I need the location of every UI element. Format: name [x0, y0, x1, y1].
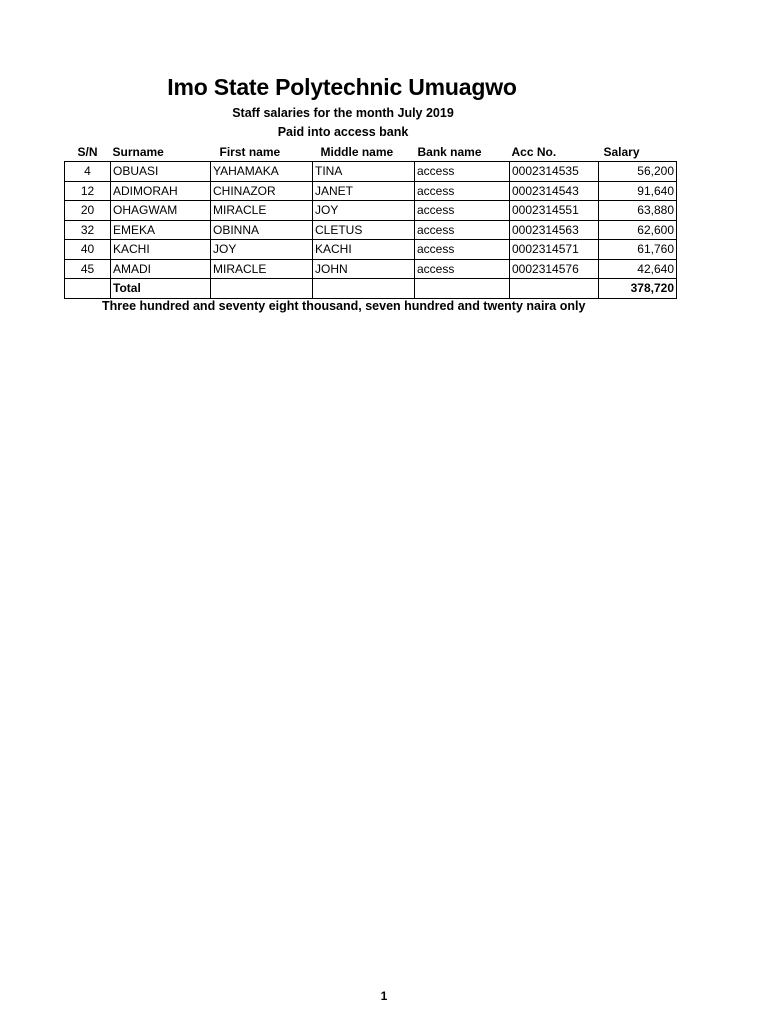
cell-first-name: JOY	[211, 240, 313, 260]
cell-middle-name: JOHN	[313, 259, 415, 279]
table-row	[65, 201, 677, 221]
cell-acc-no: 0002314571	[510, 240, 599, 260]
cell-first-name: CHINAZOR	[211, 181, 313, 201]
cell-middle-name: CLETUS	[313, 220, 415, 240]
subtitle-month: Staff salaries for the month July 2019	[232, 106, 454, 120]
cell-salary: 91,640	[599, 181, 677, 201]
cell-salary: 42,640	[599, 259, 677, 279]
cell-salary: 63,880	[599, 201, 677, 221]
cell-acc-no: 0002314535	[510, 162, 599, 182]
cell-empty	[65, 279, 111, 299]
table-header-row	[65, 143, 677, 162]
table-row	[65, 162, 677, 182]
column-header-bank-name: Bank name	[417, 145, 482, 159]
cell-acc-no: 0002314576	[510, 259, 599, 279]
page-number: 1	[380, 989, 388, 1003]
cell-acc-no: 0002314543	[510, 181, 599, 201]
table-row	[65, 181, 677, 201]
table-row	[65, 220, 677, 240]
cell-bank-name: access	[415, 181, 510, 201]
cell-sn: 45	[65, 259, 111, 279]
cell-first-name: YAHAMAKA	[211, 162, 313, 182]
cell-first-name: MIRACLE	[211, 201, 313, 221]
cell-bank-name: access	[415, 259, 510, 279]
cell-sn: 40	[65, 240, 111, 260]
cell-middle-name: JOY	[313, 201, 415, 221]
cell-salary: 56,200	[599, 162, 677, 182]
column-header-surname: Surname	[112, 145, 164, 159]
cell-empty	[415, 279, 510, 299]
cell-sn: 4	[65, 162, 111, 182]
salary-table	[64, 143, 677, 299]
cell-acc-no: 0002314563	[510, 220, 599, 240]
cell-empty	[211, 279, 313, 299]
amount-in-words: Three hundred and seventy eight thousand, seven hundred and twenty naira only	[102, 299, 586, 313]
table-total-row	[65, 279, 677, 299]
table-row	[65, 240, 677, 260]
column-header-middle-name: Middle name	[320, 145, 394, 159]
cell-acc-no: 0002314551	[510, 201, 599, 221]
cell-salary: 62,600	[599, 220, 677, 240]
cell-bank-name: access	[415, 240, 510, 260]
cell-sn: 32	[65, 220, 111, 240]
cell-bank-name: access	[415, 162, 510, 182]
column-header-acc-no: Acc No.	[511, 145, 557, 159]
column-header-salary: Salary	[603, 145, 640, 159]
cell-bank-name: access	[415, 220, 510, 240]
document-title: Imo State Polytechnic Umuagwo	[167, 74, 517, 100]
column-header-first-name: First name	[219, 145, 281, 159]
cell-surname: EMEKA	[111, 220, 211, 240]
cell-empty	[510, 279, 599, 299]
cell-sn: 20	[65, 201, 111, 221]
cell-surname: AMADI	[111, 259, 211, 279]
cell-surname: ADIMORAH	[111, 181, 211, 201]
cell-first-name: OBINNA	[211, 220, 313, 240]
cell-middle-name: TINA	[313, 162, 415, 182]
cell-bank-name: access	[415, 201, 510, 221]
subtitle-bank: Paid into access bank	[277, 125, 409, 139]
column-header-sn: S/N	[77, 145, 98, 159]
total-salary: 378,720	[599, 279, 677, 299]
cell-salary: 61,760	[599, 240, 677, 260]
cell-surname: OHAGWAM	[111, 201, 211, 221]
cell-middle-name: KACHI	[313, 240, 415, 260]
cell-surname: KACHI	[111, 240, 211, 260]
table-row	[65, 259, 677, 279]
cell-empty	[313, 279, 415, 299]
total-label: Total	[111, 279, 211, 299]
cell-first-name: MIRACLE	[211, 259, 313, 279]
cell-sn: 12	[65, 181, 111, 201]
cell-middle-name: JANET	[313, 181, 415, 201]
cell-surname: OBUASI	[111, 162, 211, 182]
